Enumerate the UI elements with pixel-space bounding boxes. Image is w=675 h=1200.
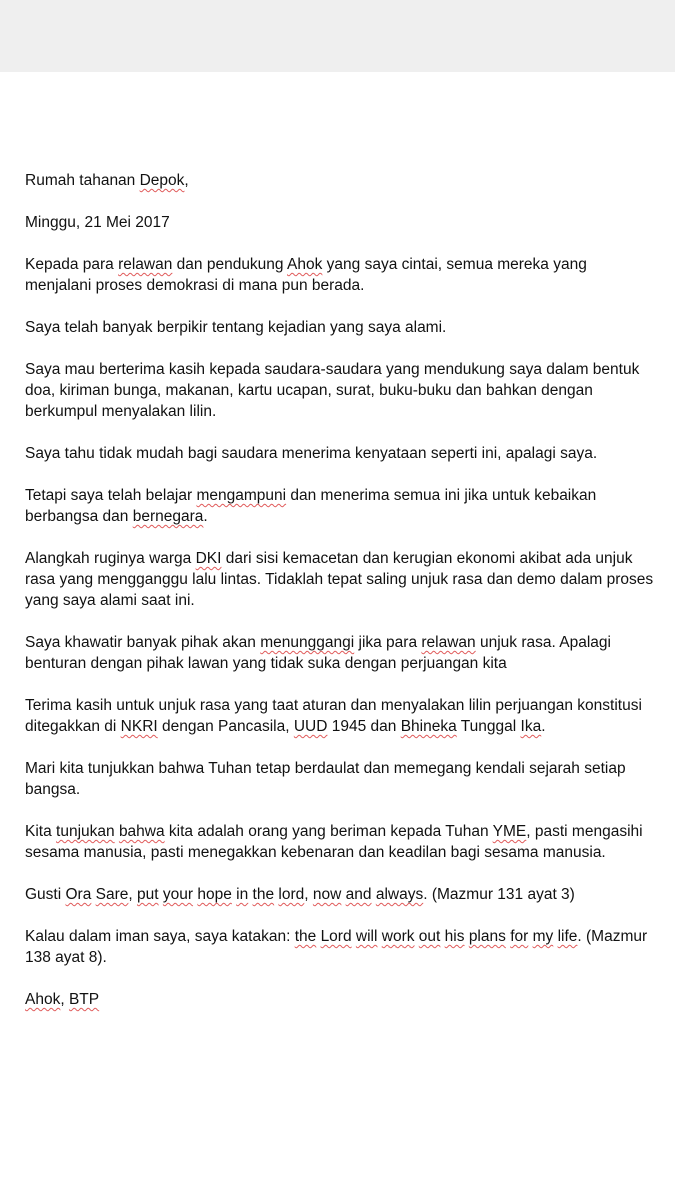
text-run: Gusti (25, 886, 66, 903)
text-run: Minggu, 21 Mei 2017 (25, 214, 170, 231)
text-run: Mari kita tunjukkan bahwa Tuhan tetap berdaulat dan memegang kendali sejarah setiap bangsa. (25, 760, 626, 798)
spellcheck-word: mengampuni (196, 487, 287, 504)
letter-paragraph (25, 485, 655, 527)
text-run: Saya tahu tidak mudah bagi saudara menerima kenyataan seperti ini, apalagi saya. (25, 445, 598, 462)
text-run: kita adalah orang yang beriman kepada Tuhan (164, 823, 493, 840)
spellcheck-word: my (532, 928, 554, 945)
spellcheck-word: bahwa (118, 823, 165, 840)
spellcheck-word: life (557, 928, 578, 945)
spellcheck-word: Depok (139, 172, 185, 189)
text-run: , pasti mengasihi sesama manusia, pasti menegakkan kebenaran dan keadilan bagi sesama manusia. (25, 823, 643, 861)
text-run: , (128, 886, 138, 903)
spellcheck-word: bernegara (132, 508, 204, 525)
spellcheck-word: put (137, 886, 159, 903)
text-run: . (Mazmur 131 ayat 3) (423, 886, 575, 903)
text-run: dan pendukung (172, 256, 287, 273)
text-run: jika para (354, 634, 422, 651)
spellcheck-word: the (294, 928, 317, 945)
text-run: Saya telah banyak berpikir tentang kejadian yang saya alami. (25, 319, 447, 336)
spellcheck-word: work (381, 928, 415, 945)
text-run: Terima kasih untuk unjuk rasa yang taat aturan dan menyalakan lilin perjuangan konstitusi ditegakkan di (25, 697, 642, 735)
letter-paragraph (25, 317, 655, 338)
text-run: dengan Pancasila, (157, 718, 294, 735)
spellcheck-word: your (162, 886, 194, 903)
spellcheck-word: always (375, 886, 424, 903)
spellcheck-word: in (236, 886, 249, 903)
spellcheck-word: will (355, 928, 378, 945)
letter-body (25, 170, 655, 1031)
spellcheck-word: hope (197, 886, 232, 903)
text-run: . (Mazmur 138 ayat 8). (25, 928, 648, 966)
spellcheck-word: the (252, 886, 275, 903)
spellcheck-word: Sare (95, 886, 129, 903)
spellcheck-word: YME (492, 823, 527, 840)
top-bar (0, 0, 675, 72)
text-run: Tunggal (456, 718, 521, 735)
letter-paragraph (25, 443, 655, 464)
spellcheck-word: for (510, 928, 529, 945)
letter-paragraph (25, 758, 655, 800)
spellcheck-word: now (312, 886, 342, 903)
spellcheck-word: plans (468, 928, 506, 945)
text-run: Rumah tahanan (25, 172, 140, 189)
letter-paragraph (25, 989, 655, 1010)
letter-paragraph (25, 821, 655, 863)
spellcheck-word: relawan (118, 256, 173, 273)
text-run: Kita (25, 823, 57, 840)
spellcheck-word: menunggangi (260, 634, 355, 651)
text-run: , (60, 991, 69, 1008)
spellcheck-word: UUD (293, 718, 328, 735)
spellcheck-word: Ika (520, 718, 542, 735)
text-run: Saya khawatir banyak pihak akan (25, 634, 261, 651)
spellcheck-word: lord (278, 886, 305, 903)
text-run: , (304, 886, 313, 903)
spellcheck-word: Bhineka (400, 718, 457, 735)
spellcheck-word: and (345, 886, 372, 903)
text-run: 1945 dan (327, 718, 401, 735)
letter-paragraph (25, 548, 655, 611)
letter-paragraph (25, 212, 655, 233)
spellcheck-word: tunjukan (56, 823, 115, 840)
text-run: . (541, 718, 546, 735)
letter-paragraph (25, 359, 655, 422)
text-run: Kepada para (25, 256, 119, 273)
spellcheck-word: DKI (195, 550, 222, 567)
text-run: dari sisi kemacetan dan kerugian ekonomi akibat ada unjuk rasa yang mengganggu lalu lintas. Tidaklah tepat saling unjuk rasa dan demo dalam proses yang saya alami saat ini. (25, 550, 654, 609)
letter-paragraph (25, 170, 655, 191)
spellcheck-word: relawan (421, 634, 476, 651)
text-run: Alangkah ruginya warga (25, 550, 196, 567)
spellcheck-word: Ahok (287, 256, 323, 273)
spellcheck-word: NKRI (120, 718, 158, 735)
text-run: yang saya cintai, semua mereka yang menjalani proses demokrasi di mana pun berada. (25, 256, 587, 294)
letter-paragraph (25, 632, 655, 674)
text-run: unjuk rasa. Apalagi benturan dengan pihak lawan yang tidak suka dengan perjuangan kita (25, 634, 611, 672)
spellcheck-word: out (418, 928, 441, 945)
text-run: Saya mau berterima kasih kepada saudara-saudara yang mendukung saya dalam bentuk doa, kiriman bunga, makanan, kartu ucapan, surat, buku-buku dan bahkan dengan berkumpul menyalakan lilin. (25, 361, 640, 420)
spellcheck-word: Lord (320, 928, 352, 945)
spellcheck-word: Ahok (25, 991, 61, 1008)
letter-paragraph (25, 884, 655, 905)
text-run: , (184, 172, 189, 189)
text-run: Kalau dalam iman saya, saya katakan: (25, 928, 295, 945)
text-run: Tetapi saya telah belajar (25, 487, 197, 504)
letter-paragraph (25, 695, 655, 737)
spellcheck-word: BTP (68, 991, 100, 1008)
letter-paragraph (25, 254, 655, 296)
letter-paragraph (25, 926, 655, 968)
text-run: dan menerima semua ini jika untuk kebaikan berbangsa dan (25, 487, 597, 525)
spellcheck-word: Ora (65, 886, 92, 903)
spellcheck-word: his (444, 928, 465, 945)
text-run: . (203, 508, 208, 525)
